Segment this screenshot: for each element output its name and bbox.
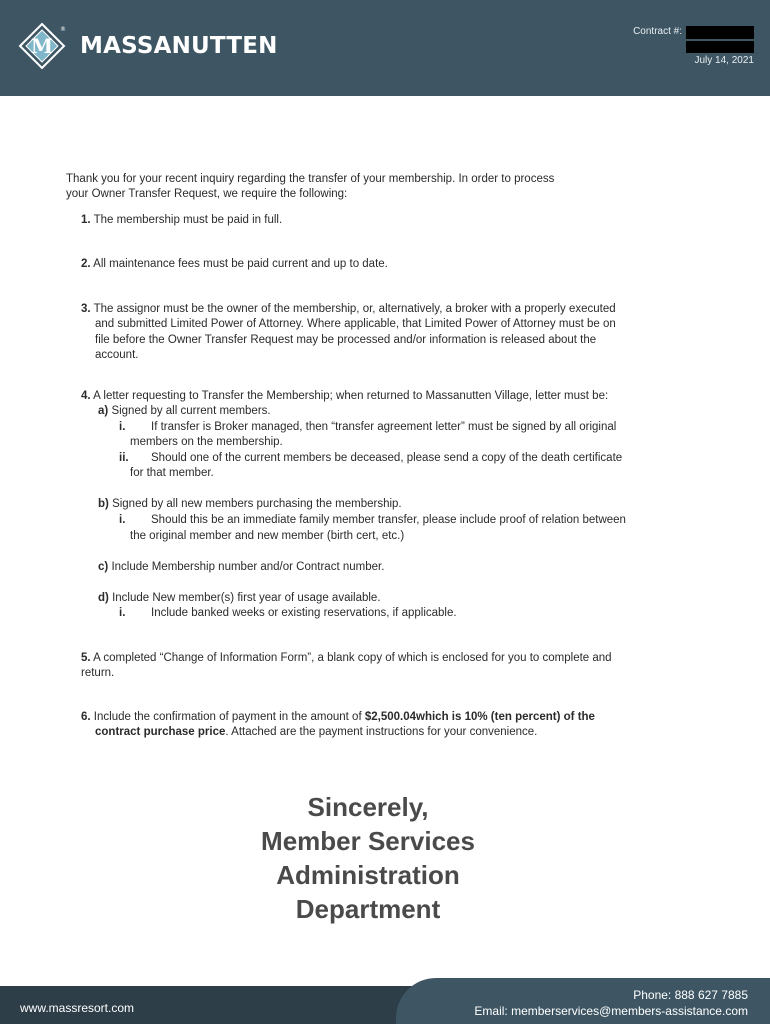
roman-number: ii. <box>119 452 129 464</box>
roman-item <box>119 513 626 529</box>
signoff-line: Administration <box>276 860 460 890</box>
payment-basis: contract purchase price <box>95 726 226 738</box>
list-text: All maintenance fees must be paid current and up to date. <box>93 258 388 270</box>
brand-name: MASSANUTTEN <box>80 33 278 59</box>
list-number: 6. <box>81 711 91 723</box>
intro-line: Thank you for your recent inquiry regarding the transfer of your membership. In order to process <box>66 173 555 185</box>
sub-item-c <box>98 560 384 576</box>
list-text <box>95 725 537 741</box>
roman-text: members on the membership. <box>130 436 283 448</box>
redaction-block <box>686 26 754 39</box>
roman-text: If transfer is Broker managed, then “transfer agreement letter” must be signed by all original <box>151 421 617 433</box>
list-text: The assignor must be the owner of the membership, or, alternatively, a broker with a properly executed <box>93 303 616 315</box>
sub-text: Signed by all new members purchasing the membership. <box>112 498 402 510</box>
contract-label: Contract #: <box>633 26 682 37</box>
roman-text: Should one of the current members be deceased, please send a copy of the death certificate <box>151 452 623 464</box>
list-text: account. <box>95 349 139 361</box>
list-text: and submitted Limited Power of Attorney. Where applicable, that Limited Power of Attorney must be on <box>95 318 616 330</box>
roman-text: the original member and new member (birth cert, etc.) <box>130 530 405 542</box>
redaction-block <box>686 41 754 53</box>
roman-item <box>119 420 616 436</box>
list-text: Include the confirmation of payment in the amount of <box>93 711 365 723</box>
payment-amount: $2,500.04which is 10% (ten percent) of the <box>364 711 595 723</box>
list-item-2 <box>81 257 388 273</box>
roman-number: i. <box>119 514 126 526</box>
logo-letter: M <box>30 34 54 58</box>
list-item-1 <box>81 213 282 229</box>
letter-date: July 14, 2021 <box>694 55 754 66</box>
website-link[interactable]: www.massresort.com <box>20 1001 135 1015</box>
list-text: A letter requesting to Transfer the Membership; when returned to Massanutten Village, letter must be: <box>93 390 609 402</box>
sub-letter: b) <box>98 498 109 510</box>
list-text: The membership must be paid in full. <box>93 214 283 226</box>
list-number: 5. <box>81 652 91 664</box>
list-text: return. <box>81 667 115 679</box>
list-number: 2. <box>81 258 91 270</box>
sub-letter: d) <box>98 592 109 604</box>
sub-letter: a) <box>98 405 109 417</box>
sub-item-d <box>98 591 381 607</box>
signoff-block <box>160 790 576 926</box>
signoff-line: Member Services <box>261 826 475 856</box>
list-item-3 <box>81 302 616 318</box>
list-item-6 <box>81 710 595 726</box>
sub-text: Signed by all current members. <box>111 405 271 417</box>
list-item-5 <box>81 651 612 667</box>
signoff-line: Sincerely, <box>307 792 429 822</box>
registered-mark: ® <box>60 26 66 33</box>
list-item-4 <box>81 389 608 405</box>
sub-item-a <box>98 404 271 420</box>
payment-note: . Attached are the payment instructions for your convenience. <box>225 726 538 738</box>
list-number: 3. <box>81 303 91 315</box>
roman-text: for that member. <box>130 467 214 479</box>
sub-letter: c) <box>98 561 109 573</box>
sub-item-b <box>98 497 402 513</box>
list-number: 1. <box>81 214 91 226</box>
list-text: A completed “Change of Information Form”, a blank copy of which is enclosed for you to complete and <box>93 652 612 664</box>
roman-item <box>119 606 457 622</box>
intro-line: your Owner Transfer Request, we require the following: <box>66 188 348 200</box>
phone-number: Phone: 888 627 7885 <box>633 988 748 1002</box>
list-number: 4. <box>81 390 91 402</box>
roman-text: Should this be an immediate family member transfer, please include proof of relation between <box>151 514 626 526</box>
roman-number: i. <box>119 421 126 433</box>
massanutten-logo-icon <box>18 22 66 70</box>
roman-item <box>119 451 622 467</box>
roman-number: i. <box>119 607 126 619</box>
sub-text: Include Membership number and/or Contract number. <box>111 561 385 573</box>
signoff-line: Department <box>295 894 441 924</box>
email-link[interactable]: Email: memberservices@members-assistance.com <box>474 1004 748 1018</box>
list-text: file before the Owner Transfer Request may be processed and/or information is released about the <box>95 334 597 346</box>
sub-text: Include New member(s) first year of usage available. <box>112 592 381 604</box>
roman-text: Include banked weeks or existing reservations, if applicable. <box>151 607 457 619</box>
